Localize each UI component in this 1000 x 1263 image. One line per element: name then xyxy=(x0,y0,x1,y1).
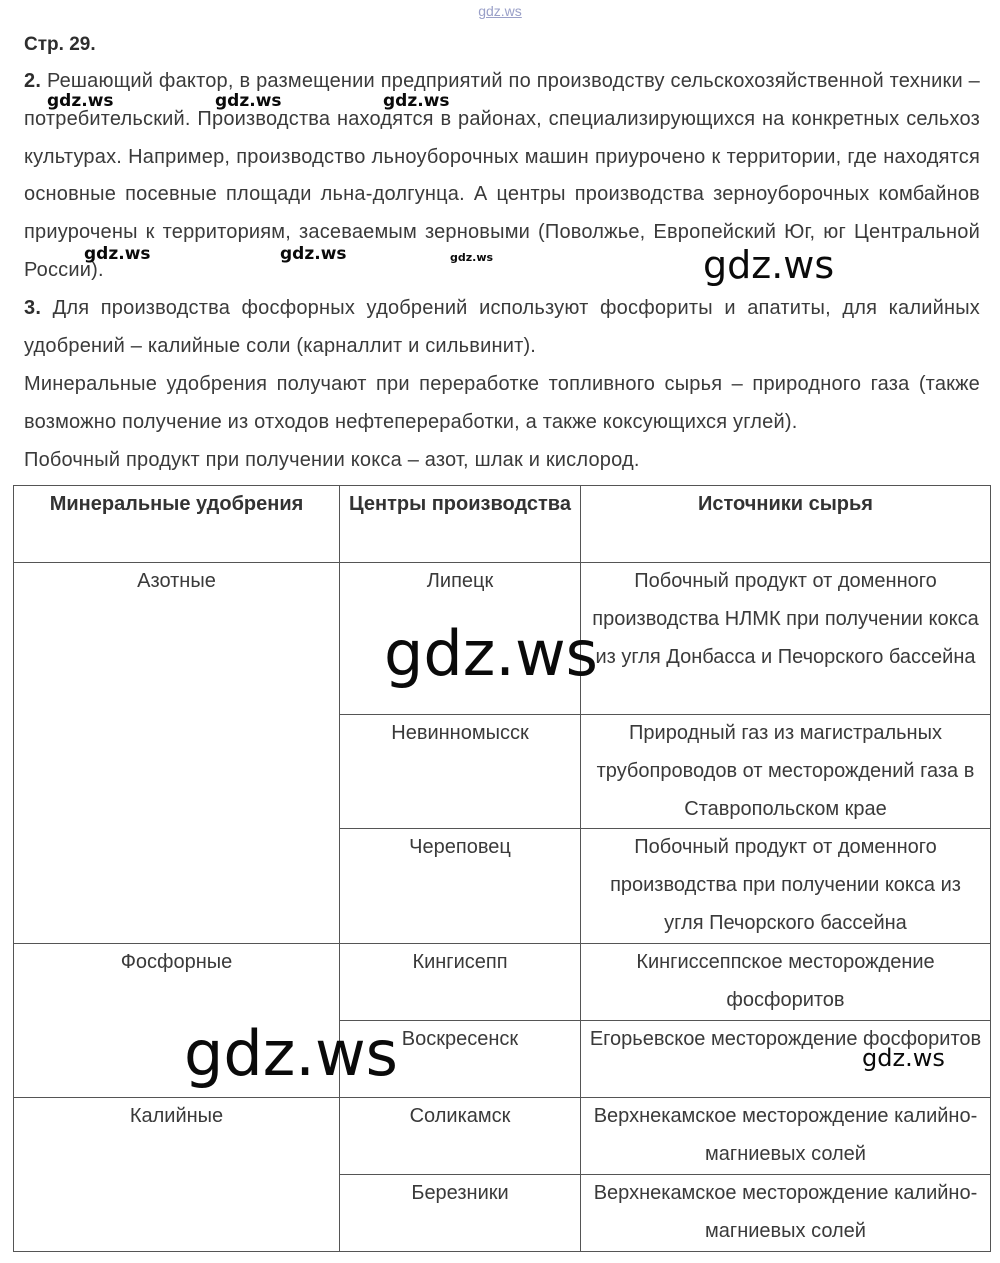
fertilizer-type-cell: Азотные xyxy=(14,563,340,944)
watermark-text: gdz.ws xyxy=(84,244,151,264)
source-cell: Побочный продукт от доменного производства НЛМК при получении кокса из угля Донбасса и Печорского бассейна xyxy=(581,563,991,715)
header-sources: Источники сырья xyxy=(581,486,991,563)
coke-byproduct-paragraph: Побочный продукт при получении кокса – азот, шлак и кислород. xyxy=(24,449,640,471)
source-cell: Верхнекамское месторождение калийно-магниевых солей xyxy=(581,1174,991,1251)
fertilizer-type-cell: Калийные xyxy=(14,1097,340,1251)
header-fertilizer: Минеральные удобрения xyxy=(14,486,340,563)
table-header-row xyxy=(14,486,991,563)
top-watermark: gdz.ws xyxy=(478,3,522,19)
task-2-paragraph xyxy=(24,63,980,290)
center-cell: Кингисепп xyxy=(340,943,581,1020)
source-cell: Верхнекамское месторождение калийно-магниевых солей xyxy=(581,1097,991,1174)
source-cell: Природный газ из магистральных трубопроводов от месторождений газа в Ставропольском крае xyxy=(581,715,991,829)
center-cell: Череповец xyxy=(340,829,581,943)
watermark-text: gdz.ws xyxy=(383,91,450,111)
task-3-paragraph xyxy=(24,290,980,366)
watermark-text: gdz.ws xyxy=(215,91,282,111)
task-3-number: 3. xyxy=(24,297,42,319)
source-cell: Кингиссеппское месторождение фосфоритов xyxy=(581,943,991,1020)
watermark-text: gdz.ws xyxy=(703,243,835,287)
task-2-number: 2. xyxy=(24,70,42,92)
table-row xyxy=(14,943,991,1020)
table-row xyxy=(14,1097,991,1174)
center-cell: Воскресенск xyxy=(340,1020,581,1097)
fertilizer-type-cell: Фосфорные xyxy=(14,943,340,1097)
watermark-text: gdz.ws xyxy=(47,91,114,111)
center-cell: Соликамск xyxy=(340,1097,581,1174)
watermark-text: gdz.ws xyxy=(280,244,347,264)
task-3-text: Для производства фосфорных удобрений используют фосфориты и апатиты, для калийных удобрений – калийные соли (карналлит и сильвинит). xyxy=(24,297,980,357)
source-cell: Побочный продукт от доменного производства при получении кокса из угля Печорского бассейна xyxy=(581,829,991,943)
watermark-text: gdz.ws xyxy=(450,251,494,264)
header-centers: Центры производства xyxy=(340,486,581,563)
watermark-text: gdz.ws xyxy=(384,617,598,690)
fertilizer-table xyxy=(13,485,991,1252)
task-2-text: Решающий фактор, в размещении предприятий по производству сельскохозяйственной техники – потребительский. Производства находятся в районах, специализирующихся на конкретных сельхоз культурах. Например, производство льноуборочных машин приурочено к территории, где находятся основные посевные площади льна-долгунца. А центры производства зерноуборочных комбайнов приурочены к территориям, засеваемым зерновыми (Поволжье, Европейский Юг, юг Центральной России). xyxy=(24,70,980,281)
source-cell: Егорьевское месторождение фосфоритов xyxy=(581,1020,991,1097)
page-title: Стр. 29. xyxy=(24,34,96,55)
watermark-text: gdz.ws xyxy=(184,1017,398,1090)
center-cell: Липецк xyxy=(340,563,581,715)
center-cell: Березники xyxy=(340,1174,581,1251)
center-cell: Невинномысск xyxy=(340,715,581,829)
fertilizer-source-paragraph: Минеральные удобрения получают при переработке топливного сырья – природного газа (также возможно получение из отходов нефтепереработки, а также коксующихся углей). xyxy=(24,373,980,433)
watermark-text: gdz.ws xyxy=(862,1044,945,1072)
